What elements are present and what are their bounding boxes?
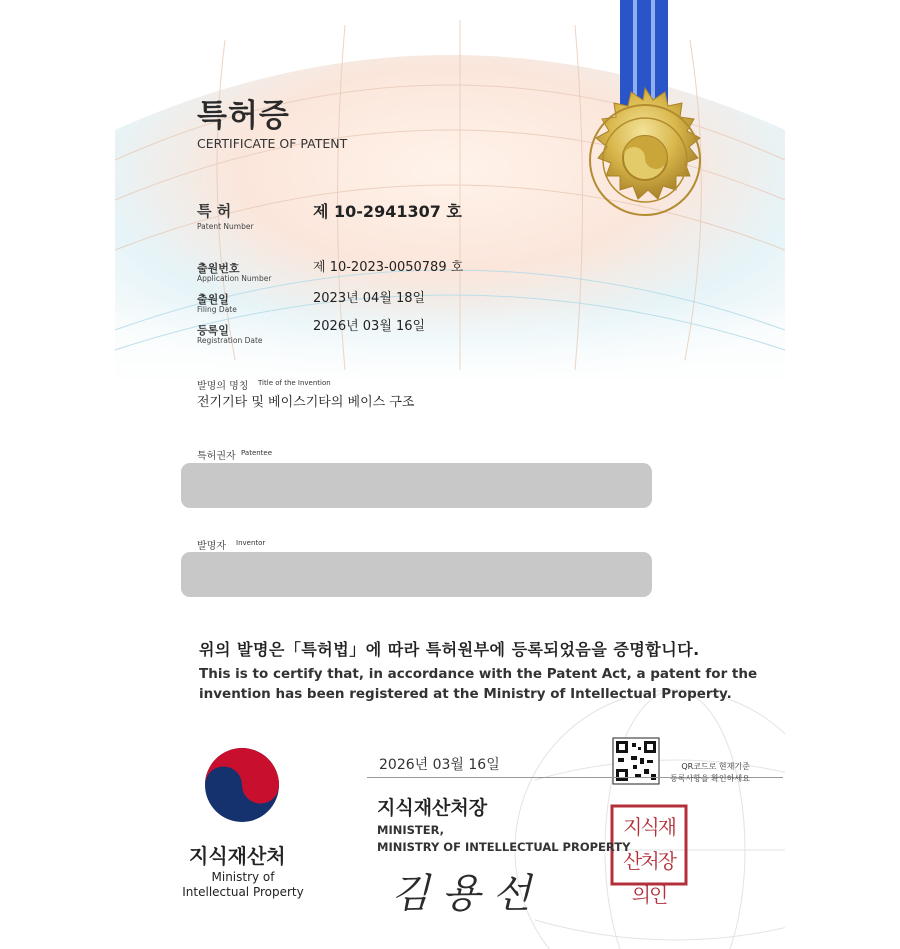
filing-date-label: 출원일 bbox=[197, 293, 229, 306]
certification-statement-ko: 위의 발명은「특허법」에 따라 특허원부에 등록되었음을 증명합니다. bbox=[199, 640, 700, 659]
registration-date-value: 2026년 03월 16일 bbox=[313, 319, 426, 334]
certification-statement-en-2: invention has been registered at the Ministry of Intellectual Property. bbox=[199, 686, 732, 702]
patent-number-value: 제 10-2941307 호 bbox=[313, 202, 462, 221]
filing-date-label-en: Filing Date bbox=[197, 305, 237, 314]
patentee-redaction bbox=[181, 463, 652, 508]
ministry-name-en-1: Ministry of bbox=[211, 870, 275, 884]
ministry-name-en bbox=[181, 870, 305, 900]
ministry-emblem bbox=[205, 748, 279, 822]
patentee-label: 특허권자 bbox=[197, 451, 236, 462]
invention-title-label-en: Title of the Invention bbox=[258, 379, 331, 387]
patent-number-label-en: Patent Number bbox=[197, 222, 254, 231]
certificate-title-en: CERTIFICATE OF PATENT bbox=[197, 136, 348, 151]
certification-statement-en-1: This is to certify that, in accordance with the Patent Act, a patent for the bbox=[199, 666, 758, 682]
patentee-label-en: Patentee bbox=[241, 449, 273, 457]
certificate-sheet bbox=[115, 0, 785, 949]
application-number-label-en: Application Number bbox=[197, 274, 272, 283]
ministry-name-en-2: Intellectual Property bbox=[182, 885, 304, 899]
qr-note-line-1: QR코드로 현재기준 bbox=[681, 762, 750, 771]
minister-title-en bbox=[377, 822, 630, 856]
ministry-name-ko: 지식재산처 bbox=[189, 844, 286, 868]
qr-note bbox=[670, 761, 750, 785]
minister-signature: 김용선 bbox=[391, 871, 543, 917]
application-number-label: 출원번호 bbox=[197, 262, 240, 275]
issue-date: 2026년 03월 16일 bbox=[379, 757, 500, 773]
issuer-title-ko: 지식재산처장 bbox=[377, 797, 488, 819]
inventor-redaction bbox=[181, 552, 652, 597]
minister-line-2: MINISTRY OF INTELLECTUAL PROPERTY bbox=[377, 840, 631, 854]
certificate-title-ko: 특허증 bbox=[197, 98, 290, 134]
inventor-label-en: Inventor bbox=[236, 539, 266, 547]
invention-title-label: 발명의 명칭 bbox=[197, 381, 249, 392]
official-seal: 지식재산처장의인 bbox=[623, 815, 675, 907]
qr-note-line-2: 등록사항을 확인하세요 bbox=[670, 774, 750, 783]
registration-date-label: 등록일 bbox=[197, 324, 229, 337]
registration-date-label-en: Registration Date bbox=[197, 336, 263, 345]
application-number-value: 제 10-2023-0050789 호 bbox=[313, 260, 464, 275]
patent-number-label: 특 허 bbox=[197, 202, 232, 220]
invention-title-value: 전기기타 및 베이스기타의 베이스 구조 bbox=[197, 395, 415, 410]
minister-line-1: MINISTER, bbox=[377, 823, 445, 837]
filing-date-value: 2023년 04월 18일 bbox=[313, 291, 426, 306]
inventor-label: 발명자 bbox=[197, 541, 226, 552]
